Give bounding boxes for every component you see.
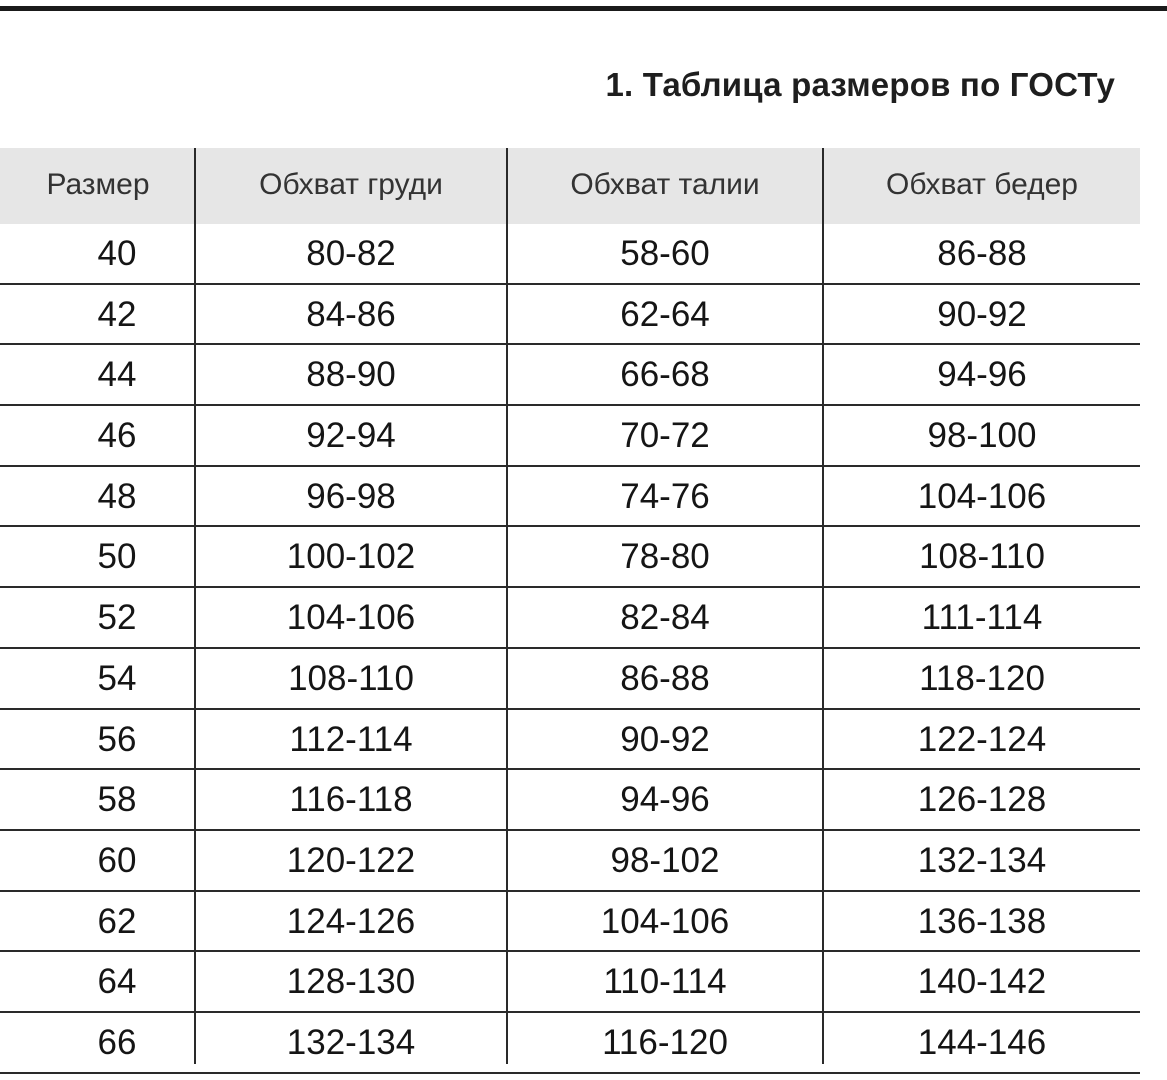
size-table bbox=[0, 148, 1140, 1074]
chest-cell: 80-82 bbox=[306, 234, 396, 273]
table-row bbox=[0, 831, 1140, 892]
table-row bbox=[0, 588, 1140, 649]
size-cell: 46 bbox=[97, 416, 137, 456]
hips-cell: 104-106 bbox=[917, 476, 1047, 516]
table-row bbox=[0, 285, 1140, 346]
chest-cell: 120-122 bbox=[286, 840, 416, 880]
waist-cell: 104-106 bbox=[600, 901, 730, 941]
chest-cell: 112-114 bbox=[289, 719, 413, 759]
size-cell: 42 bbox=[97, 294, 137, 334]
waist-cell: 86-88 bbox=[620, 658, 710, 698]
waist-cell: 98-102 bbox=[610, 840, 720, 880]
size-cell: 66 bbox=[97, 1022, 137, 1062]
size-cell: 40 bbox=[97, 234, 137, 273]
header-hips: Обхват бедер bbox=[886, 168, 1078, 201]
table-row bbox=[0, 467, 1140, 528]
table-row bbox=[0, 345, 1140, 406]
chest-cell: 116-118 bbox=[289, 780, 413, 820]
chest-cell: 100-102 bbox=[286, 537, 416, 577]
table-row bbox=[0, 649, 1140, 710]
chest-cell: 132-134 bbox=[286, 1022, 416, 1062]
waist-cell: 78-80 bbox=[620, 537, 710, 577]
top-divider bbox=[0, 6, 1167, 11]
waist-cell: 58-60 bbox=[620, 234, 710, 273]
page-title: 1. Таблица размеров по ГОСТу bbox=[605, 66, 1115, 103]
table-row bbox=[0, 1013, 1140, 1074]
size-cell: 44 bbox=[97, 355, 137, 395]
hips-cell: 144-146 bbox=[917, 1022, 1047, 1062]
waist-cell: 74-76 bbox=[620, 476, 710, 516]
size-cell: 56 bbox=[97, 719, 137, 759]
waist-cell: 110-114 bbox=[603, 962, 727, 1002]
table-row bbox=[0, 770, 1140, 831]
chest-cell: 96-98 bbox=[306, 476, 396, 516]
hips-cell: 126-128 bbox=[917, 780, 1047, 820]
hips-cell: 118-120 bbox=[919, 658, 1045, 698]
header-waist: Обхват талии bbox=[570, 168, 760, 201]
hips-cell: 86-88 bbox=[937, 234, 1027, 273]
hips-cell: 90-92 bbox=[937, 294, 1027, 334]
size-cell: 58 bbox=[97, 780, 137, 820]
header-chest: Обхват груди bbox=[259, 168, 443, 201]
table-row bbox=[0, 710, 1140, 771]
waist-cell: 90-92 bbox=[620, 719, 710, 759]
table-header bbox=[0, 148, 1140, 224]
waist-cell: 70-72 bbox=[620, 416, 710, 456]
chest-cell: 128-130 bbox=[286, 962, 416, 1002]
size-cell: 60 bbox=[97, 840, 137, 880]
chest-cell: 88-90 bbox=[306, 355, 396, 395]
chest-cell: 108-110 bbox=[288, 658, 414, 698]
column-divider bbox=[822, 148, 824, 1064]
hips-cell: 108-110 bbox=[919, 537, 1045, 577]
size-cell: 52 bbox=[97, 598, 137, 638]
hips-cell: 136-138 bbox=[917, 901, 1047, 941]
table-row bbox=[0, 224, 1140, 285]
size-cell: 54 bbox=[97, 658, 137, 698]
table-row bbox=[0, 952, 1140, 1013]
table-row bbox=[0, 892, 1140, 953]
hips-cell: 140-142 bbox=[917, 962, 1047, 1002]
hips-cell: 122-124 bbox=[917, 719, 1047, 759]
size-cell: 62 bbox=[97, 901, 137, 941]
waist-cell: 82-84 bbox=[620, 598, 710, 638]
header-size: Размер bbox=[46, 168, 150, 201]
chest-cell: 84-86 bbox=[306, 294, 396, 334]
hips-cell: 94-96 bbox=[937, 355, 1027, 395]
chest-cell: 104-106 bbox=[286, 598, 416, 638]
size-cell: 64 bbox=[97, 962, 137, 1002]
waist-cell: 94-96 bbox=[620, 780, 710, 820]
hips-cell: 98-100 bbox=[927, 416, 1037, 456]
waist-cell: 116-120 bbox=[602, 1022, 728, 1062]
chest-cell: 92-94 bbox=[306, 416, 396, 456]
hips-cell: 111-114 bbox=[921, 598, 1043, 638]
column-divider bbox=[194, 148, 196, 1064]
table-row bbox=[0, 527, 1140, 588]
hips-cell: 132-134 bbox=[917, 840, 1047, 880]
size-cell: 50 bbox=[97, 537, 137, 577]
column-divider bbox=[506, 148, 508, 1064]
size-cell: 48 bbox=[97, 476, 137, 516]
table-body bbox=[0, 224, 1140, 1074]
table-row bbox=[0, 406, 1140, 467]
waist-cell: 66-68 bbox=[620, 355, 710, 395]
chest-cell: 124-126 bbox=[286, 901, 416, 941]
waist-cell: 62-64 bbox=[620, 294, 710, 334]
